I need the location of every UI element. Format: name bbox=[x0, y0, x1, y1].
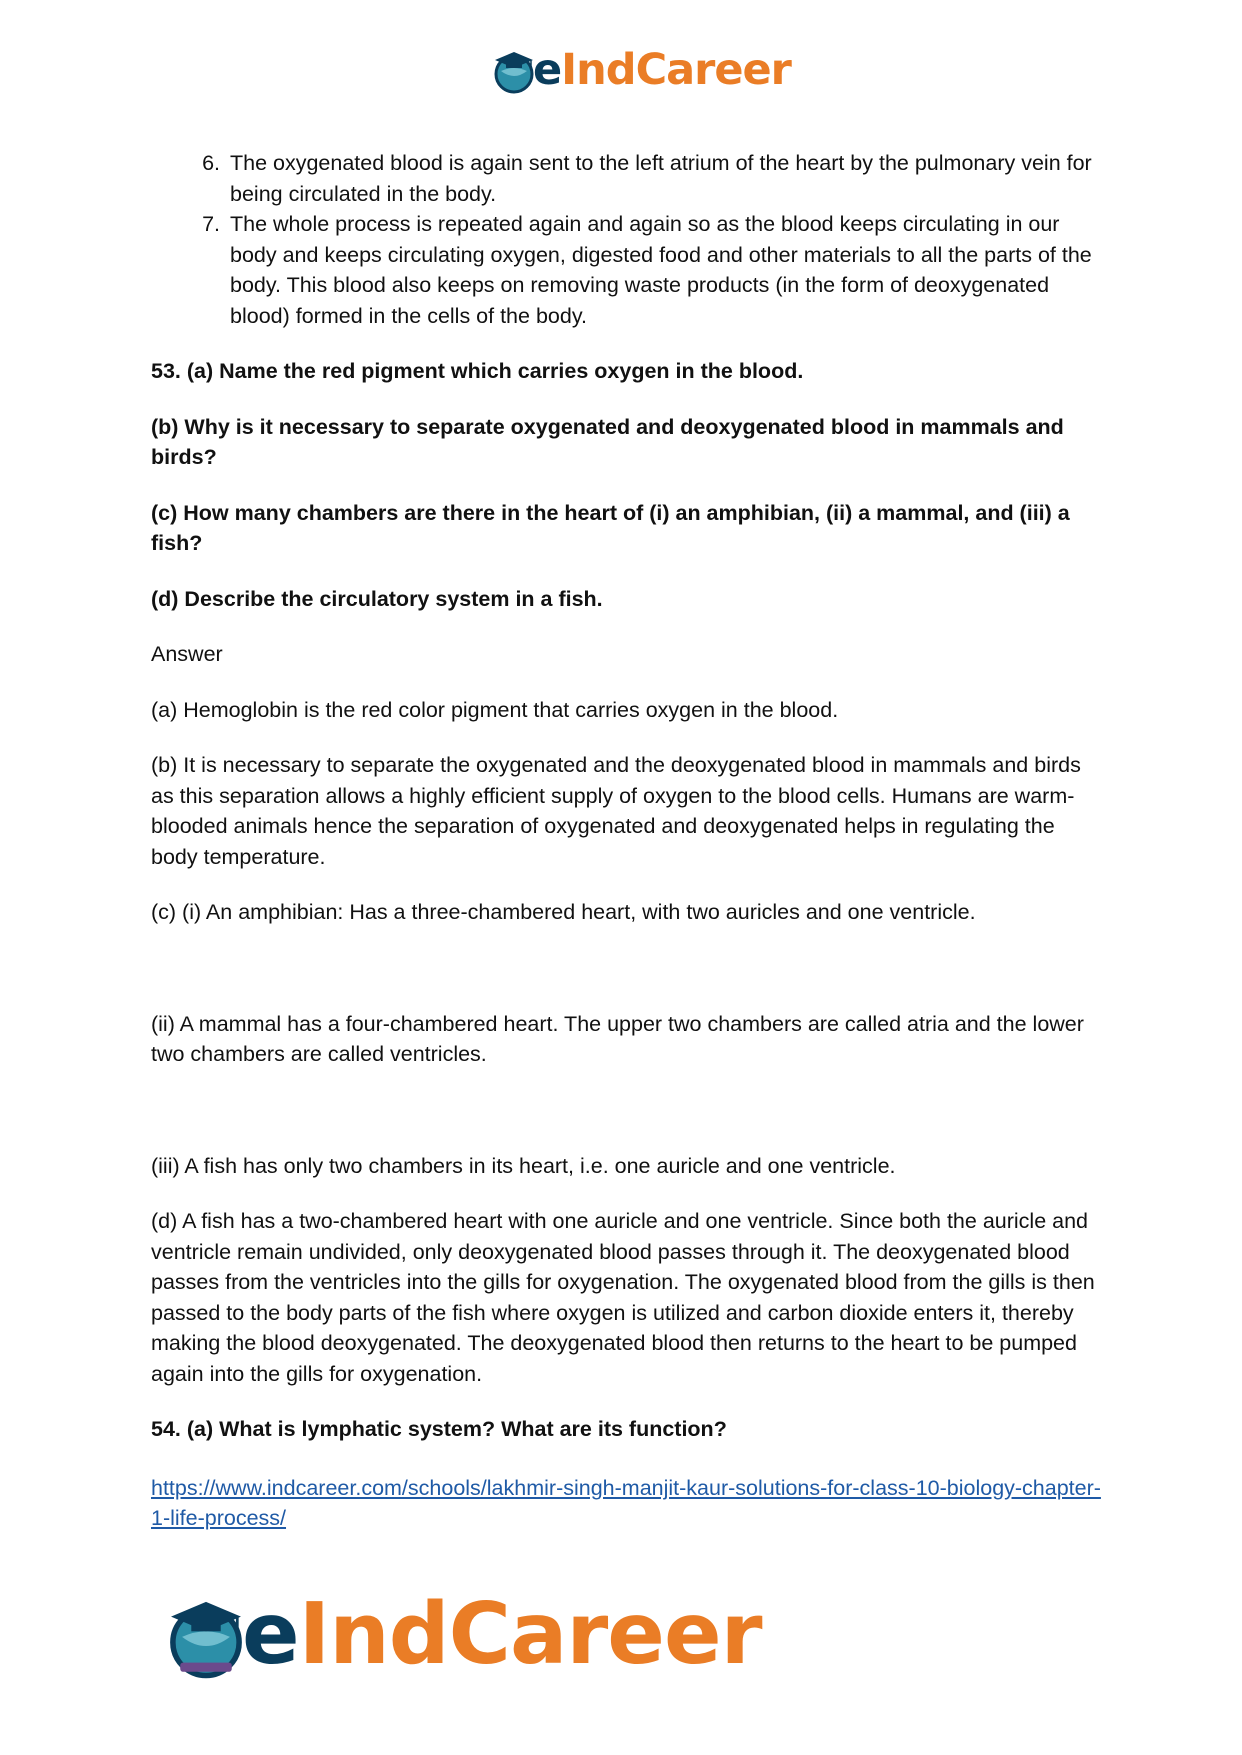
document-content bbox=[151, 148, 1101, 1534]
question-53c: (c) How many chambers are there in the heart of (i) an amphibian, (ii) a mammal, and (iii) a fish? bbox=[151, 500, 1070, 555]
answer-d: (d) A fish has a two-chambered heart with one auricle and one ventricle. Since both the auricle and ventricle remain undivided, only deoxygenated blood passes through it. The deoxygenated blood passes from the ventricles into the gills for oxygenation. The oxygenated blood from the gills is then passed to the body parts of the fish where oxygen is utilized and carbon dioxide enters it, thereby making the blood deoxygenated. The deoxygenated blood then returns to the heart to be pumped again into the gills for oxygenation. bbox=[151, 1209, 1095, 1386]
list-item: 7. The whole process is repeated again and again so as the blood keeps circulating in our body and keeps circulating oxygen, digested food and other materials to all the parts of the body. This blood also keeps on removing waste products (in the form of deoxygenated blood) formed in the cells of the body. bbox=[226, 209, 1101, 331]
question-53a: 53. (a) Name the red pigment which carries oxygen in the blood. bbox=[151, 359, 804, 383]
answer-c-ii: (ii) A mammal has a four-chambered heart. The upper two chambers are called atria and the lower two chambers are called ventricles. bbox=[151, 1011, 1084, 1066]
spacer bbox=[151, 1095, 1101, 1151]
spacer bbox=[151, 953, 1101, 1009]
question-53d: (d) Describe the circulatory system in a fish. bbox=[151, 586, 603, 611]
numbered-list bbox=[151, 148, 1101, 331]
question-53b: (b) Why is it necessary to separate oxygenated and deoxygenated blood in mammals and birds? bbox=[151, 414, 1064, 469]
header-logo bbox=[489, 40, 791, 100]
logo-wordmark: eIndCareer bbox=[242, 1585, 762, 1684]
source-link[interactable]: https://www.indcareer.com/schools/lakhmir-singh-manjit-kaur-solutions-for-class-10-biology-chapter-1-life-process/ bbox=[151, 1475, 1101, 1530]
graduation-globe-icon bbox=[160, 1589, 252, 1681]
answer-b: (b) It is necessary to separate the oxygenated and the deoxygenated blood in mammals and birds as this separation allows a highly efficient supply of oxygen to the blood cells. Humans are warm-blooded animals hence the separation of oxygenated and deoxygenated helps in regulating the body temperature. bbox=[151, 753, 1081, 869]
answer-c-i: (c) (i) An amphibian: Has a three-chambered heart, with two auricles and one ventricle. bbox=[151, 900, 976, 924]
graduation-globe-icon bbox=[489, 45, 539, 95]
question-54a: 54. (a) What is lymphatic system? What are its function? bbox=[151, 1417, 727, 1441]
list-item: 6. The oxygenated blood is again sent to the left atrium of the heart by the pulmonary vein for being circulated in the body. bbox=[226, 148, 1101, 209]
logo-wordmark: eIndCareer bbox=[533, 45, 791, 95]
answer-label: Answer bbox=[151, 642, 223, 666]
answer-a: (a) Hemoglobin is the red color pigment that carries oxygen in the blood. bbox=[151, 697, 839, 722]
footer-logo bbox=[160, 1585, 762, 1685]
answer-c-iii: (iii) A fish has only two chambers in its heart, i.e. one auricle and one ventricle. bbox=[151, 1153, 896, 1178]
